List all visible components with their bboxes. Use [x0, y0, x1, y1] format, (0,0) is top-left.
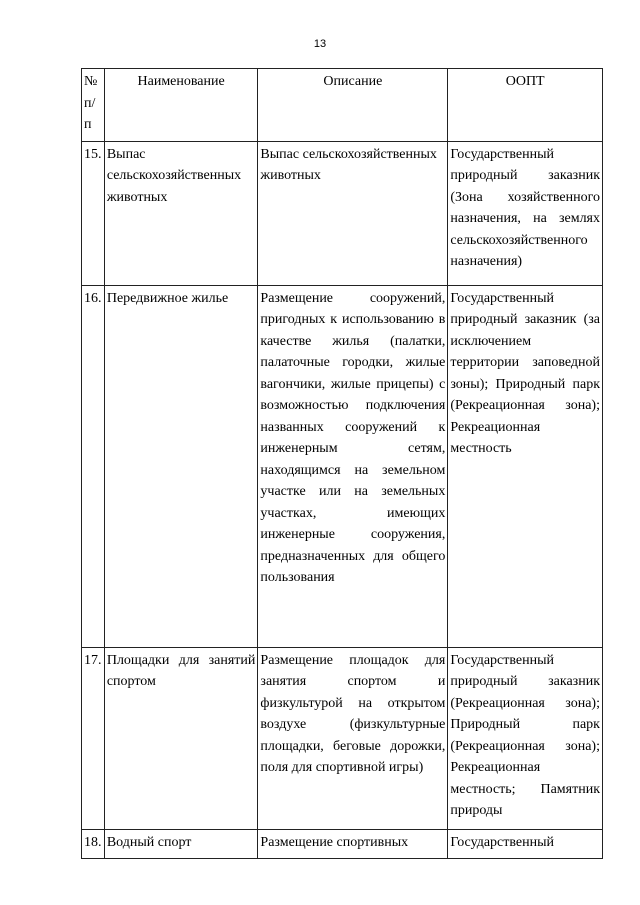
row-description: Размещение сооружений, пригодных к использованию в качестве жилья (палатки, палаточные городки, жилые вагончики, жилые прицепы) с возможностью подключения названных сооружений к инженерным сетям, находящимся на земельном участке или на земельных участках, имеющих инженерные сооружения, предназначенных для общего пользования [258, 285, 448, 647]
row-name: Передвижное жилье [104, 285, 258, 647]
header-row [82, 69, 603, 142]
table-row [82, 285, 603, 647]
row-name: Водный спорт [104, 829, 258, 859]
row-oopt: Государственный [448, 829, 603, 859]
row-number: 15. [82, 141, 105, 285]
row-oopt: Государственный природный заказник (Рекреационная зона); Природный парк (Рекреационная зона); Рекреационная местность; Памятник природы [448, 647, 603, 829]
row-oopt: Государственный природный заказник (Зона хозяйственного назначения, на землях сельскохозяйственного назначения) [448, 141, 603, 285]
row-name: Площадки для занятий спортом [104, 647, 258, 829]
row-description: Размещение спортивных [258, 829, 448, 859]
page-number: 13 [313, 38, 327, 50]
header-num: № п/п [82, 69, 105, 142]
table-row [82, 141, 603, 285]
row-number: 17. [82, 647, 105, 829]
activities-table [81, 68, 603, 859]
row-description: Выпас сельскохозяйственных животных [258, 141, 448, 285]
table-row [82, 647, 603, 829]
row-number: 18. [82, 829, 105, 859]
table-header [82, 69, 603, 142]
row-name: Выпас сельскохозяйственных животных [104, 141, 258, 285]
row-description: Размещение площадок для занятия спортом и физкультурой на открытом воздухе (физкультурные площадки, беговые дорожки, поля для спортивной игры) [258, 647, 448, 829]
header-description: Описание [258, 69, 448, 142]
header-name: Наименование [104, 69, 258, 142]
header-oopt: ООПТ [448, 69, 603, 142]
row-oopt: Государственный природный заказник (за исключением территории заповедной зоны); Природный парк (Рекреационная зона); Рекреационная местность [448, 285, 603, 647]
row-number: 16. [82, 285, 105, 647]
table-body [82, 141, 603, 859]
table-row [82, 829, 603, 859]
